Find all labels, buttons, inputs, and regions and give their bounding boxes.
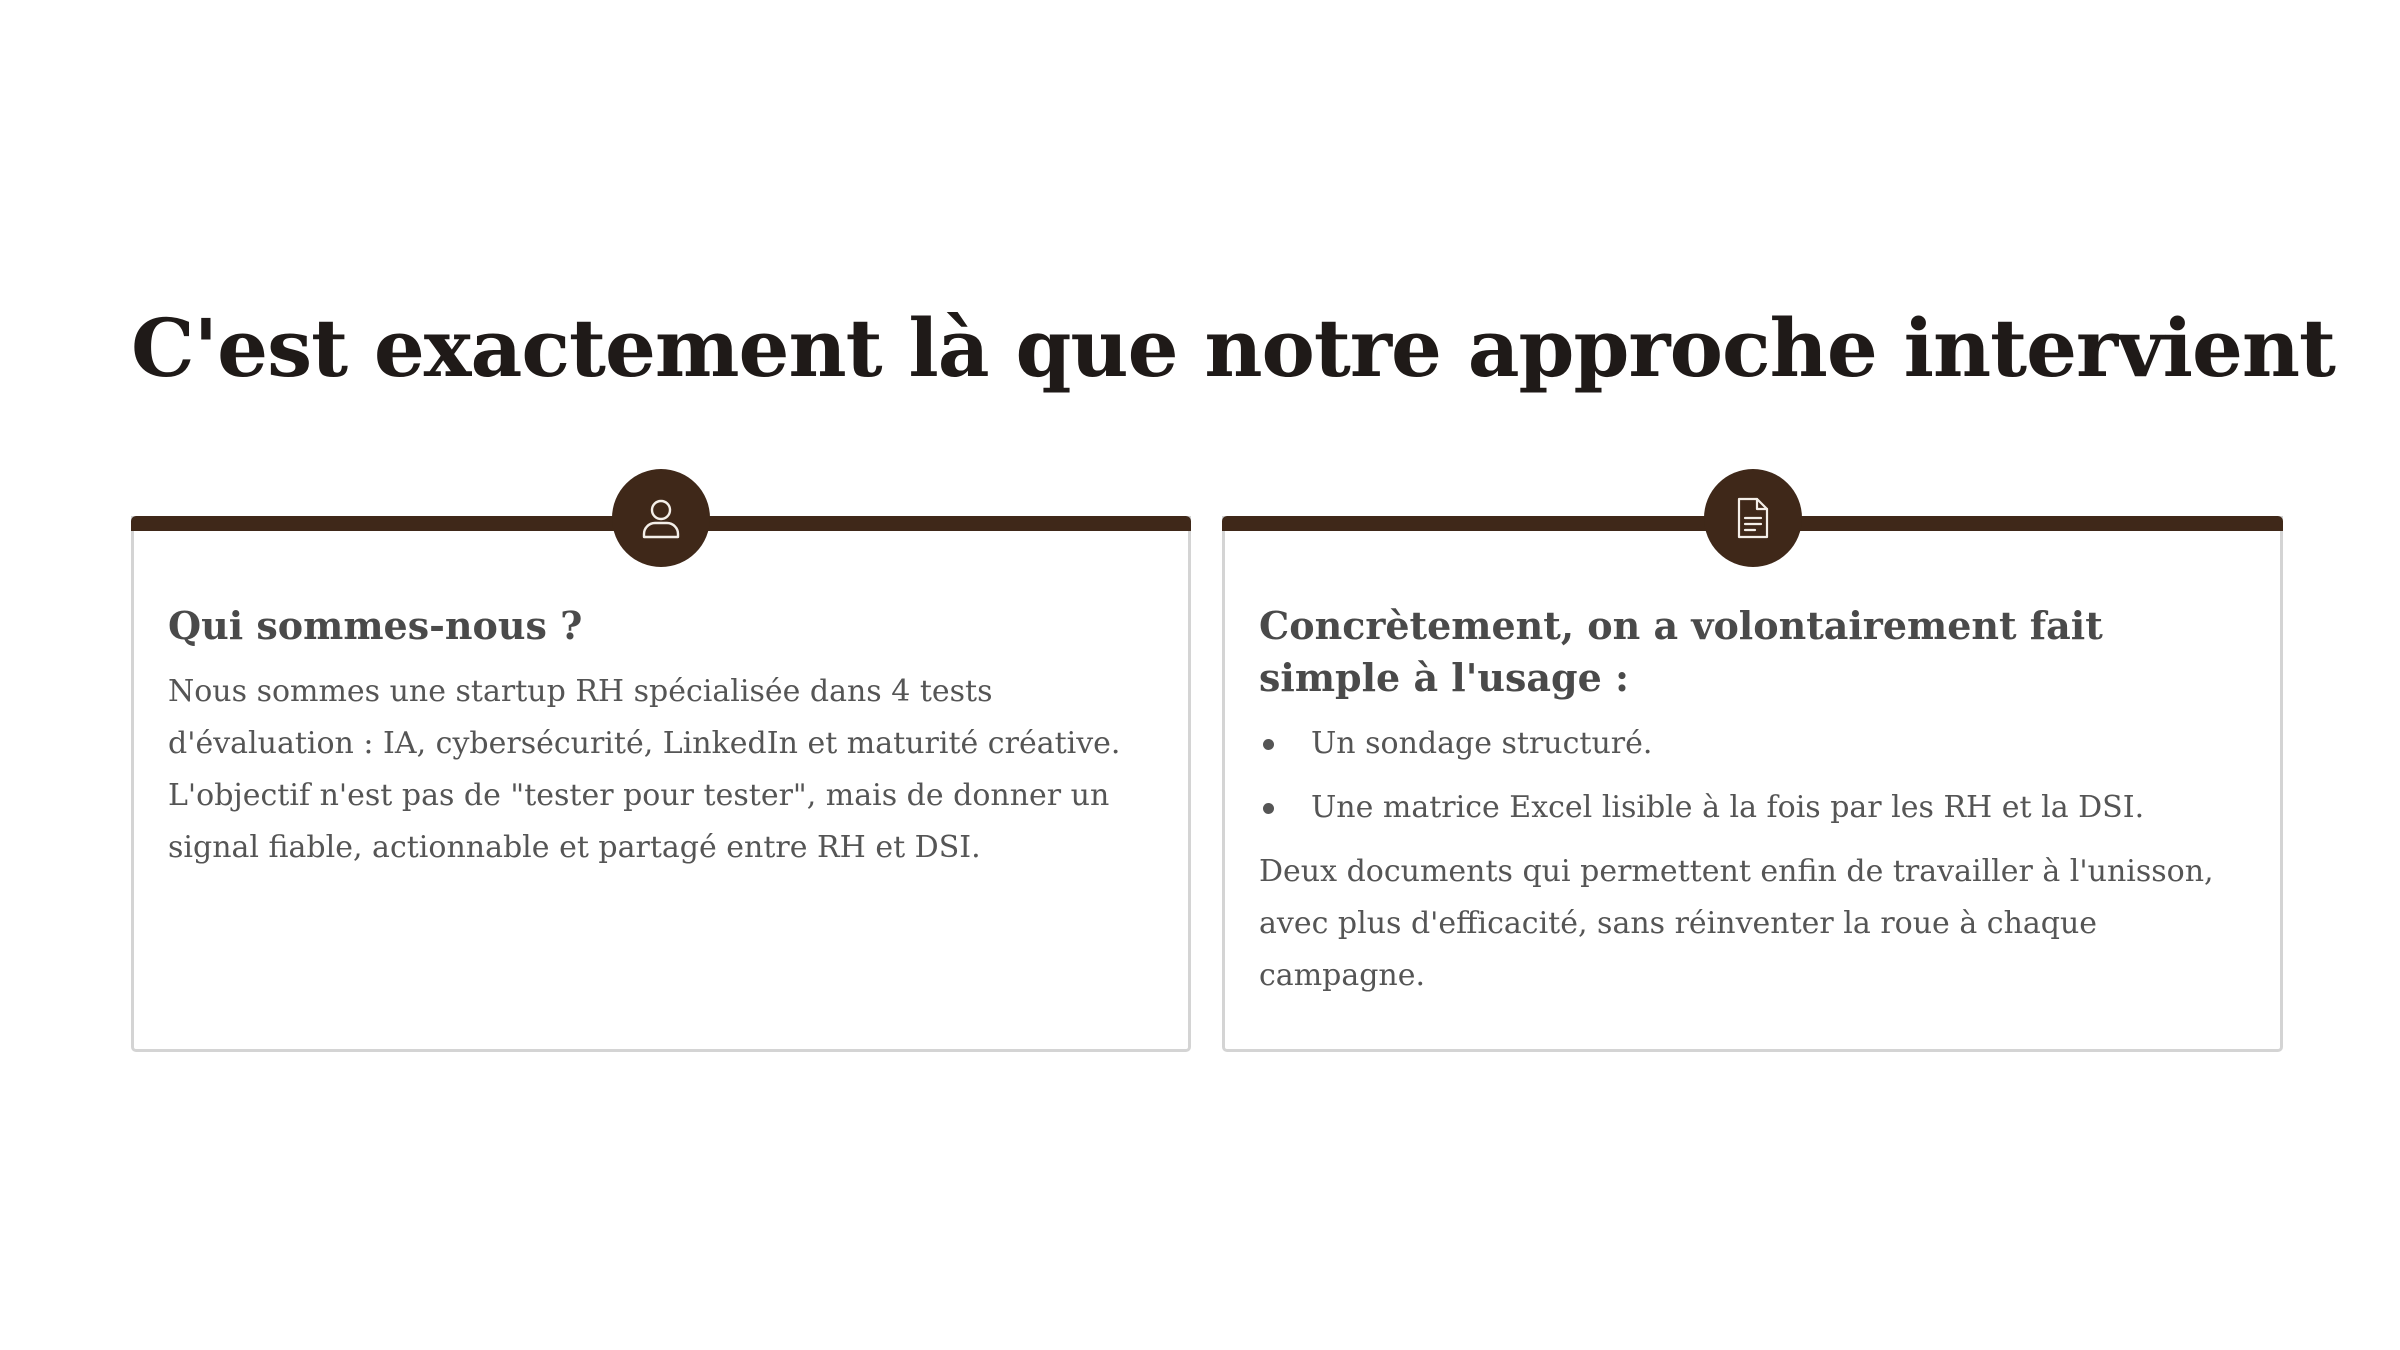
document-icon: [1735, 496, 1771, 540]
card-heading: Concrètement, on a volontairement fait simple à l'usage :: [1259, 603, 2103, 700]
page-title: C'est exactement là que notre approche intervient: [131, 301, 2336, 395]
list-item-text: Un sondage structuré.: [1311, 726, 1653, 761]
card-icon-badge: [612, 469, 710, 567]
list-item: [1259, 782, 2246, 834]
card-icon-badge: [1704, 469, 1802, 567]
card-who-we-are: [131, 516, 1191, 1052]
card-body: [1259, 600, 2246, 1002]
bullet-list: [1259, 718, 2246, 834]
card-body: [168, 600, 1154, 874]
user-icon: [641, 496, 681, 540]
bullet-dot: [1263, 803, 1274, 814]
list-item: [1259, 718, 2246, 770]
card-concretely: [1222, 516, 2283, 1052]
list-item-text: Une matrice Excel lisible à la fois par les RH et la DSI.: [1311, 790, 2145, 825]
card-text: Deux documents qui permettent enfin de travailler à l'unisson, avec plus d'efficacité, sans réinventer la roue à chaque campagne.: [1259, 854, 2214, 993]
card-text: Nous sommes une startup RH spécialisée dans 4 tests d'évaluation : IA, cybersécurité, LinkedIn et maturité créative. L'objectif n'est pas de "tester pour tester", mais de donner un signal fiable, actionnable et partagé entre RH et DSI.: [168, 674, 1121, 865]
bullet-dot: [1263, 739, 1274, 750]
card-heading: Qui sommes-nous ?: [168, 603, 583, 648]
